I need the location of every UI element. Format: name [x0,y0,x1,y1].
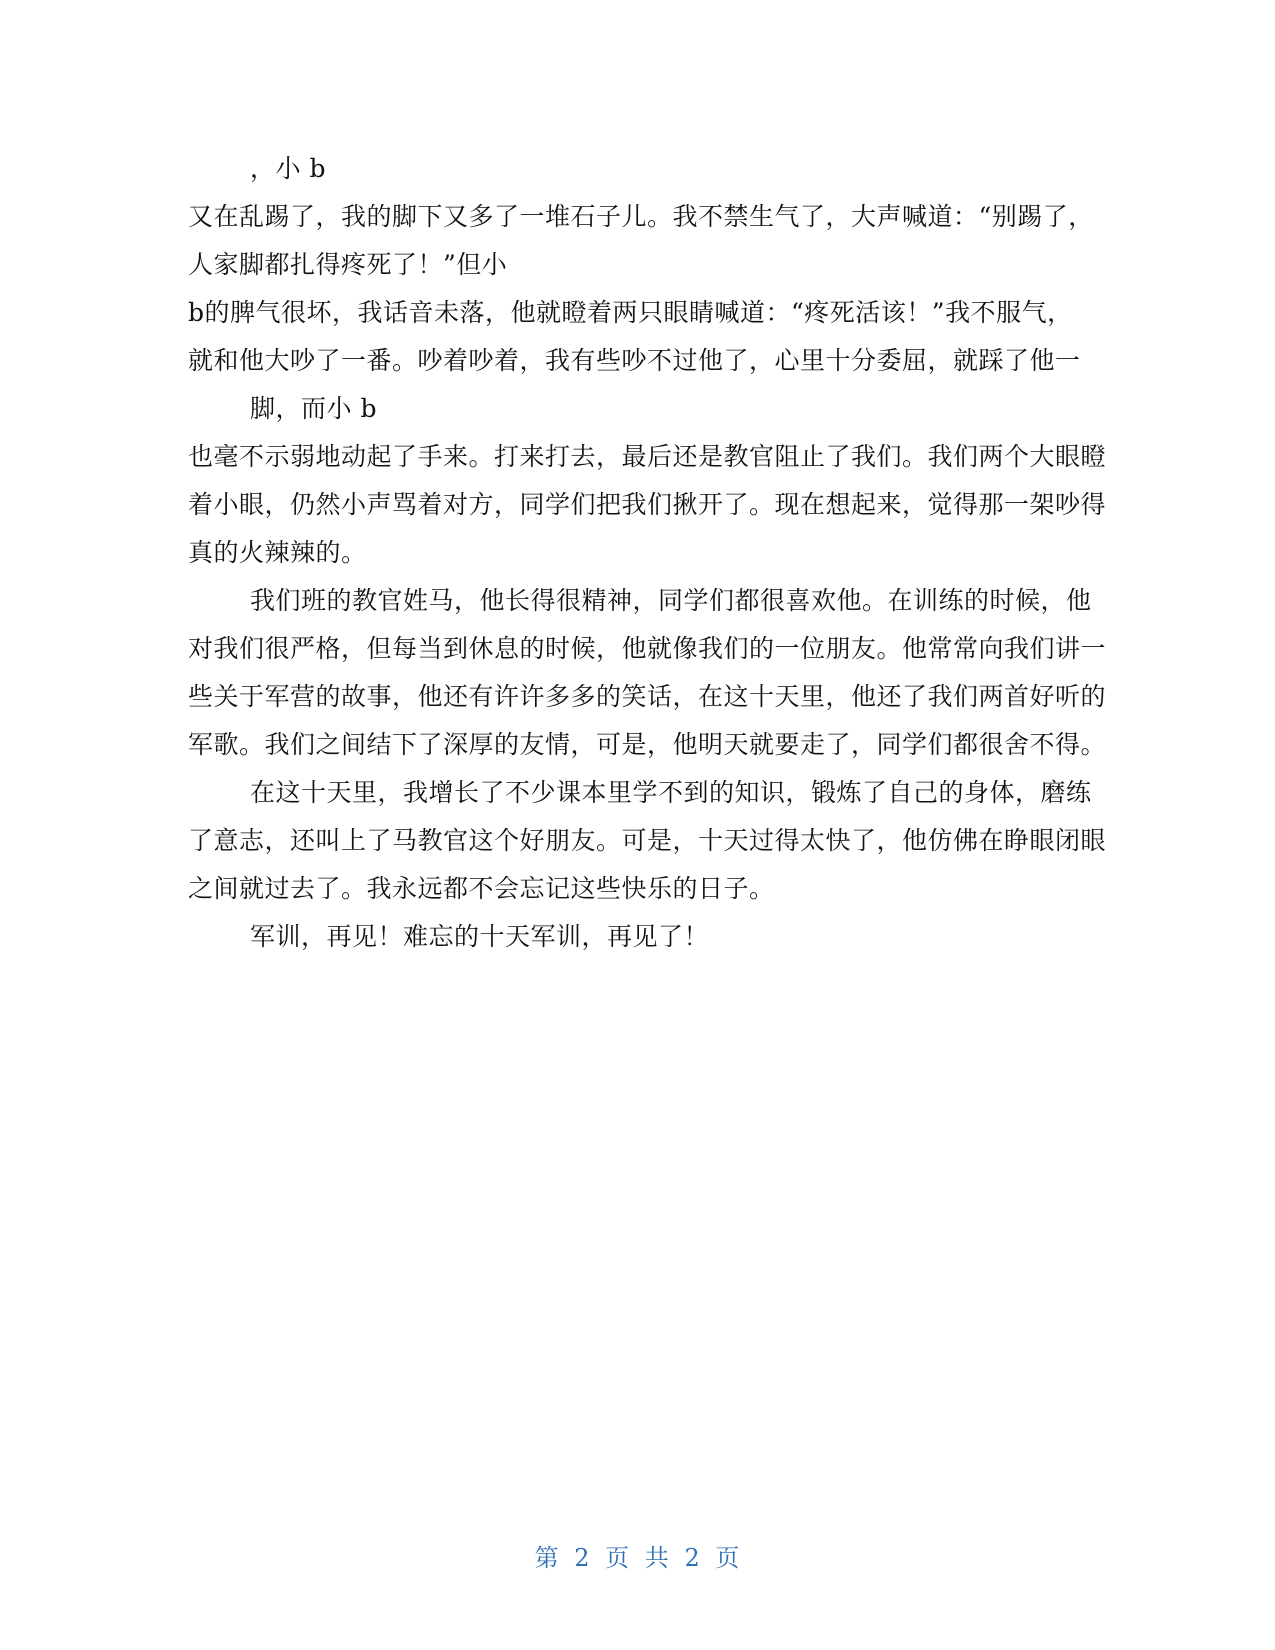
text-line: 之间就过去了。我永远都不会忘记这些快乐的日子。 [188,874,775,903]
text-line: b的脾气很坏，我话音未落，他就瞪着两只眼睛喊道：“疼死活该！”我不服气， [188,298,1073,327]
text-line: 军歌。我们之间结下了深厚的友情，可是，他明天就要走了，同学们都很舍不得。 [188,730,1107,759]
text-line: 军训，再见！难忘的十天军训，再见了！ [250,922,710,951]
page-number-footer: 第 2 页 共 2 页 [534,1544,741,1572]
text-line: 脚，而小 b [250,394,377,423]
text-line: 些关于军营的故事，他还有许许多多的笑话，在这十天里，他还了我们两首好听的 [188,682,1107,711]
text-line: 对我们很严格，但每当到休息的时候，他就像我们的一位朋友。他常常向我们讲一 [188,634,1107,663]
text-line: 也毫不示弱地动起了手来。打来打去，最后还是教官阻止了我们。我们两个大眼瞪 [188,442,1107,471]
text-line: 又在乱踢了，我的脚下又多了一堆石子儿。我不禁生气了，大声喊道：“别踢了， [188,202,1094,231]
text-line: 了意志，还叫上了马教官这个好朋友。可是，十天过得太快了，他仿佛在睁眼闭眼 [188,826,1107,855]
text-line: 就和他大吵了一番。吵着吵着，我有些吵不过他了，心里十分委屈，就踩了他一 [188,346,1081,375]
text-line: 人家脚都扎得疼死了！”但小 [188,250,508,279]
text-line: ，小 b [250,154,326,183]
text-line: 我们班的教官姓马，他长得很精神，同学们都很喜欢他。在训练的时候，他 [250,586,1092,615]
document-body [188,145,1107,961]
text-line: 在这十天里，我增长了不少课本里学不到的知识，锻炼了自己的身体，磨练 [250,778,1092,807]
text-line: 真的火辣辣的。 [188,538,367,567]
text-line: 着小眼，仍然小声骂着对方，同学们把我们揪开了。现在想起来，觉得那一架吵得 [188,490,1107,519]
